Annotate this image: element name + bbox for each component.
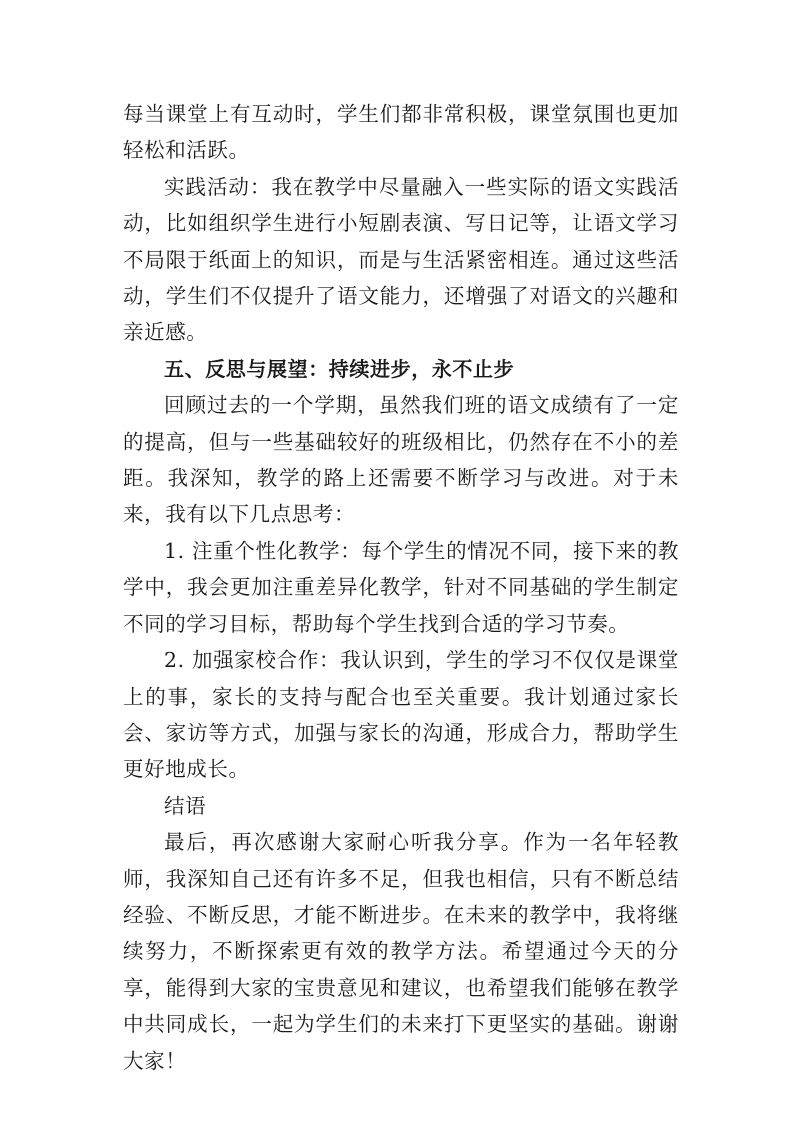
conclusion-heading: 结语 (164, 793, 207, 818)
paragraph-closing: 最后，再次感谢大家耐心听我分享。作为一名年轻教师，我深知自己还有许多不足，但我也相信，只有不断总结经验、不断反思，才能不断进步。在未来的教学中，我将继续努力，不断探索更有效的教学方法。希望通过今天的分享，能得到大家的宝贵意见和建议，也希望我们能够在教学中共同成长，一起为学生们的未来打下更坚实的基础。谢谢大家！ (123, 830, 679, 1073)
paragraph-intro-continuation: 每当课堂上有互动时，学生们都非常积极，课堂氛围也更加轻松和活跃。 (123, 102, 679, 163)
paragraph-point-personalized-teaching: 1. 注重个性化教学：每个学生的情况不同，接下来的教学中，我会更加注重差异化教学，针对不同基础的学生制定不同的学习目标，帮助每个学生找到合适的学习节奏。 (123, 538, 679, 636)
section-heading-reflection: 五、反思与展望：持续进步，永不止步 (164, 356, 515, 381)
paragraph-review: 回顾过去的一个学期，虽然我们班的语文成绩有了一定的提高，但与一些基础较好的班级相比，仍然存在不小的差距。我深知，教学的路上还需要不断学习与改进。对于未来，我有以下几点思考： (123, 393, 679, 527)
paragraph-practice-activities: 实践活动：我在教学中尽量融入一些实际的语文实践活动，比如组织学生进行小短剧表演、写日记等，让语文学习不局限于纸面上的知识，而是与生活紧密相连。通过这些活动，学生们不仅提升了语文能力，还增强了对语文的兴趣和亲近感。 (123, 174, 679, 345)
document-body (123, 96, 679, 1079)
paragraph-point-home-school-cooperation: 2. 加强家校合作：我认识到，学生的学习不仅仅是课堂上的事，家长的支持与配合也至关重要。我计划通过家长会、家访等方式，加强与家长的沟通，形成合力，帮助学生更好地成长。 (123, 648, 679, 782)
